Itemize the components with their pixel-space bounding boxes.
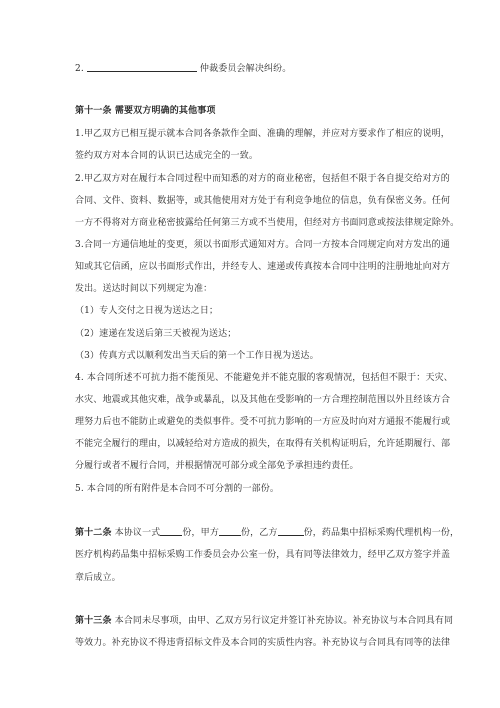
clause-2-line [75, 62, 291, 75]
article-12-text-d: 份，药品集中招标采购代理机构一份， [303, 528, 460, 538]
article-12-text-a: 本协议一式 [111, 528, 161, 538]
clause-2-number: 2. [75, 64, 84, 74]
article-11-p1-line2: 签约双方对本合同的认识已达成完全的一致。 [75, 151, 259, 161]
article-13-line1 [75, 615, 453, 627]
article-11-p2-line1: 2.甲乙双方对在履行本合同过程中而知悉的对方的商业秘密，包括但不限于各自提交给对方的 [75, 174, 450, 184]
article-11-p1-line1: 1.甲乙双方已相互提示就本合同各条款作全面、准确的理解，并应对方要求作了相应的说明， [75, 129, 450, 139]
arbitration-blank [87, 62, 197, 72]
article-11-p4-line4: 不能完全履行的理由，以减轻给对方造成的损失，在取得有关机构证明后，允许延期履行、部 [75, 439, 451, 449]
article-11-p4-line5: 分履行或者不履行合同，并根据情况可部分或全部免予承担违约责任。 [75, 461, 359, 471]
article-12-label: 第十二条 [75, 528, 112, 538]
article-11-p2-line3: 一方不得将对方商业秘密披露给任何第三方或不当使用，但经对方书面同意或按法律规定除外。 [75, 218, 460, 228]
article-11-title: 第十一条 需要双方明确的其他事项 [75, 106, 216, 116]
article-13-label: 第十三条 [75, 616, 112, 626]
copies-party-b-blank [278, 526, 304, 536]
article-13-text: 本合同未尽事项，由甲、乙双方另行议定并签订补充协议。补充协议与本合同具有同 [111, 616, 454, 626]
article-13-line2: 等效力。补充协议不得违背招标文件及本合同的实质性内容。补充协议与合同具有同等的法律 [75, 638, 451, 648]
article-11-p4-line1: 4. 本合同所述不可抗力指不能预见、不能避免并不能克服的客观情况，包括但不限于：天灾、 [75, 373, 453, 383]
delivery-rule-3: （3）传真方式以顺利发出当天后的第一个工作日视为送达。 [75, 351, 319, 361]
article-11-p5: 5. 本合同的所有附件是本合同不可分割的一部份。 [75, 484, 280, 494]
article-11-p4-line2: 水灾、地震或其他灾难，战争或暴乱，以及其他在受影响的一方合理控制范围以外且经该方合 [75, 395, 451, 405]
delivery-rule-1: （1）专人交付之日视为送达之日； [75, 306, 219, 316]
clause-2-text: 仲裁委员会解决纠纷。 [199, 64, 292, 74]
article-12-line1 [75, 526, 459, 539]
copies-party-a-blank [219, 526, 241, 536]
copies-total-blank [160, 526, 182, 536]
article-11-p3-line1: 3.合同一方通信地址的变更，须以书面形式通知对方。合同一方按本合同规定向对方发出的通 [75, 240, 450, 250]
article-11-p4-line3: 理努力后也不能防止或避免的类似事件。受不可抗力影响的一方应及时向对方通报不能履行或 [75, 417, 451, 427]
article-12-text-c: 份，乙方 [240, 528, 278, 538]
article-11-p2-line2: 合同、文件、资料、数据等，或其他使用对方处于有利竞争地位的信息，负有保密义务。任何 [75, 196, 451, 206]
article-11-p3-line3: 发出。送达时间以下列规定为准： [75, 284, 213, 294]
delivery-rule-2: （2）速递在发送后第三天被视为送达； [75, 329, 237, 339]
article-12-line2: 医疗机构药品集中招标采购工作委员会办公室一份，具有同等法律效力，经甲乙双方签字并盖 [75, 550, 451, 560]
article-12-line3: 章后成立。 [75, 573, 121, 583]
article-12-text-b: 份，甲方 [182, 528, 219, 538]
article-11-p3-line2: 知或其它信函，应以书面形式作出，并经专人、速递或传真按本合同中注明的注册地址向对方 [75, 262, 451, 272]
